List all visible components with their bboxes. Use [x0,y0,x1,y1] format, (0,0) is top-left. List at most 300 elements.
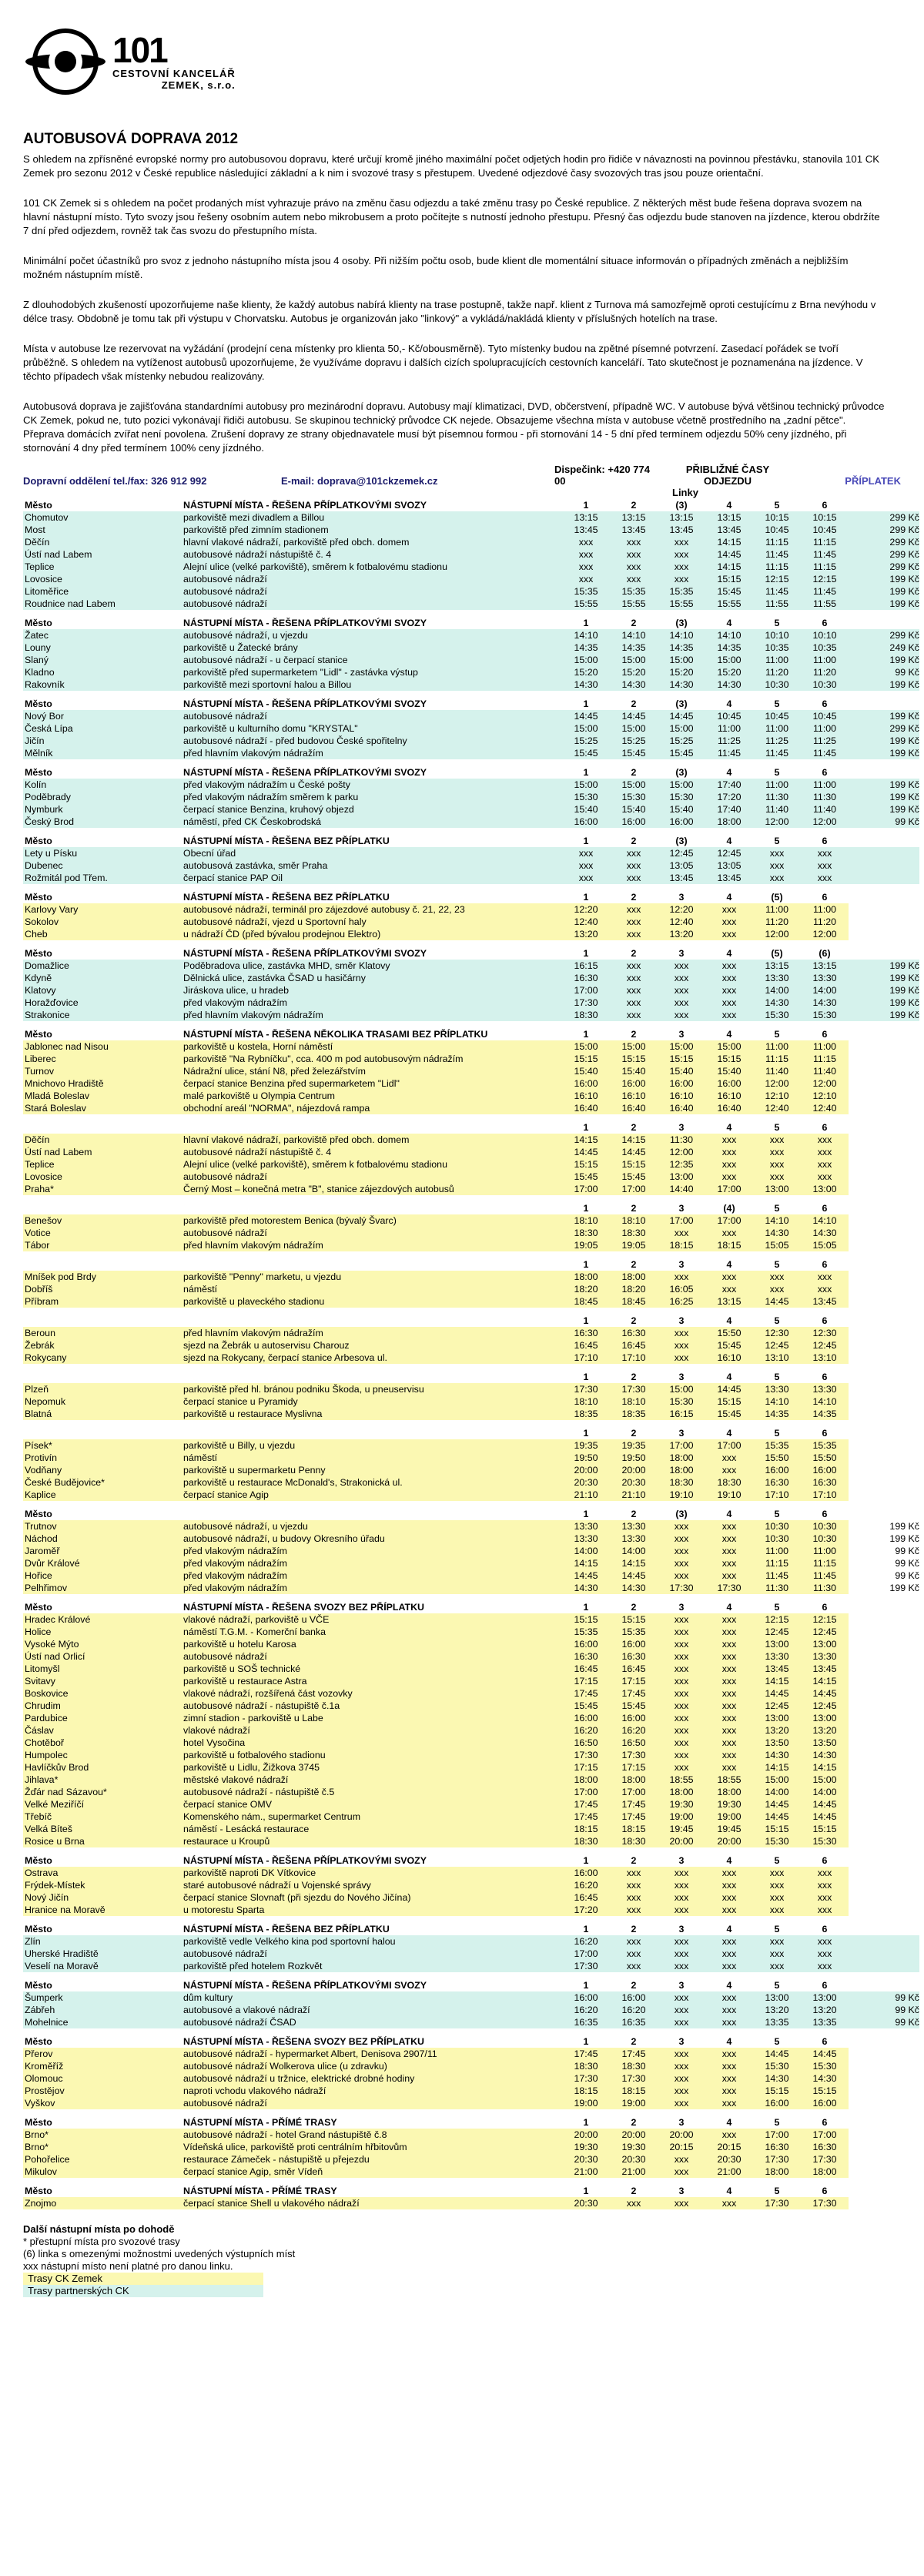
table-row [23,1811,919,1823]
section-header [23,1923,919,1935]
header-cell: 5 [753,1121,801,1134]
time-cell: 13:00 [801,1183,849,1195]
time-cell: xxx [753,847,801,859]
price-cell [849,2085,919,2097]
linky-label: Linky [672,487,698,498]
time-cell: 15:15 [705,1395,753,1408]
time-cell: 13:30 [801,972,849,984]
header-cell [182,1508,562,1520]
time-cell: 19:00 [705,1811,753,1823]
time-cell: 16:30 [610,1650,658,1663]
table-row [23,641,919,654]
time-cell: 16:10 [562,1090,610,1102]
time-cell: 14:10 [705,629,753,641]
table-row [23,1271,919,1283]
city-cell: Vysoké Mýto [23,1638,182,1650]
time-cell: 16:00 [610,1638,658,1650]
time-cell: 14:45 [801,1811,849,1823]
time-cell: 13:50 [801,1737,849,1749]
section-header [23,1508,919,1520]
section-header [23,766,919,779]
time-cell: xxx [705,1171,753,1183]
header-cell: NÁSTUPNÍ MÍSTA - ŘEŠENA PŘÍPLATKOVÝMI SVOZY [182,499,562,511]
price-cell [849,2153,919,2166]
time-cell: xxx [658,2197,705,2209]
time-cell: 14:15 [753,1761,801,1774]
place-cell: autobusové nádraží - hypermarket Albert, Denisova 2907/11 [182,2048,562,2060]
header-cell: 6 [801,891,849,903]
time-cell: 15:15 [801,1823,849,1835]
time-cell: 18:20 [562,1283,610,1295]
price-cell [849,1065,919,1077]
time-cell: 14:15 [801,1761,849,1774]
time-cell: 11:15 [753,1053,801,1065]
price-cell: 199 Kč [849,972,919,984]
time-cell: 20:00 [562,2129,610,2141]
city-cell: Humpolec [23,1749,182,1761]
time-cell: 12:00 [753,928,801,940]
place-cell: parkoviště u Žatecké brány [182,641,562,654]
city-cell: Mnichovo Hradiště [23,1077,182,1090]
time-cell: 19:30 [562,2141,610,2153]
place-cell: parkoviště u hotelu Karosa [182,1638,562,1650]
time-cell: 10:10 [801,629,849,641]
time-cell: 13:00 [801,1638,849,1650]
table-row [23,2072,919,2085]
table-row [23,722,919,735]
time-cell: 12:45 [801,1700,849,1712]
price-cell [849,847,919,859]
table-row [23,1675,919,1687]
time-cell: xxx [753,1867,801,1879]
time-cell: 15:45 [610,1171,658,1183]
place-cell: čerpací stanice Shell u vlakového nádraží [182,2197,562,2209]
header-cell: Město [23,1979,182,1991]
place-cell: parkoviště u supermarketu Penny [182,1464,562,1476]
time-cell: 16:15 [562,960,610,972]
table-row [23,1533,919,1545]
intro-paragraph: Z dlouhodobých zkušeností upozorňujeme naše klienty, že každý autobus nabírá klienty na trase postupně, takže např. klient z Turnova má samozřejmě oproti cestujícímu z Brna nevýhodu v délce trasy. Obdobně je tomu tak při výstupu v Chorvatsku. Autobus je organizován jako "linkový" a vykládá/nakládá klienty v příslušných hotelích na trase. [23,299,876,324]
place-cell: autobusové nádraží, u vjezdu [182,629,562,641]
table-row [23,1626,919,1638]
header-cell [849,1979,919,1991]
header-cell: 1 [562,891,610,903]
time-cell: xxx [658,2004,705,2016]
time-cell: 11:15 [753,1557,801,1569]
time-cell: 14:45 [562,1569,610,1582]
time-cell: xxx [705,1749,753,1761]
city-cell: Žďár nad Sázavou* [23,1786,182,1798]
header-cell: 3 [658,1854,705,1867]
time-cell: 10:15 [753,511,801,524]
time-cell: xxx [705,984,753,997]
header-cell [182,1121,562,1134]
time-cell: 15:00 [562,1040,610,1053]
price-cell [849,1879,919,1891]
price-cell [849,2141,919,2153]
table-row [23,1774,919,1786]
time-cell: 18:30 [705,1476,753,1489]
header-cell: 5 [753,1315,801,1327]
time-cell: xxx [658,2085,705,2097]
section-header [23,1258,919,1271]
time-cell: 14:35 [753,1408,801,1420]
city-cell: Olomouc [23,2072,182,2085]
email-link[interactable]: E-mail: doprava@101ckzemek.cz [281,475,438,487]
time-cell: 16:00 [801,2097,849,2109]
header-cell: 2 [610,1371,658,1383]
city-cell: Lety u Písku [23,847,182,859]
time-cell: 15:05 [753,1239,801,1251]
price-cell: 299 Kč [849,722,919,735]
time-cell: 13:10 [801,1352,849,1364]
time-cell: 13:30 [562,1520,610,1533]
logo-number: 101 [112,30,167,70]
time-cell: 15:45 [705,585,753,598]
place-cell: před hlavním vlakovým nádražím [182,1009,562,1021]
header-cell [849,1601,919,1613]
table-row [23,2048,919,2060]
time-cell: 15:45 [658,747,705,759]
price-cell: 199 Kč [889,1533,919,1544]
section-header [23,2185,919,2197]
time-cell: 18:00 [610,1271,658,1283]
time-cell: 16:40 [705,1102,753,1114]
price-cell: 199 Kč [849,960,919,972]
header-cell: 1 [562,698,610,710]
time-cell: xxx [705,1712,753,1724]
time-cell: xxx [801,1171,849,1183]
header-cell: 6 [801,1202,849,1214]
header-cell: Město [23,698,182,710]
price-cell: 299 Kč [849,524,919,536]
time-cell: 11:15 [801,536,849,548]
time-cell: 15:20 [610,666,658,678]
time-cell: 19:50 [610,1452,658,1464]
time-cell: 11:45 [753,548,801,561]
footer-note-1: * přestupní místa pro svozové trasy [23,2236,180,2247]
time-cell: 14:45 [753,1811,801,1823]
price-cell [849,2060,919,2072]
place-cell: parkoviště vedle Velkého kina pod sportovní halou [182,1935,562,1948]
price-cell: 199 Kč [849,710,919,722]
section-header [23,891,919,903]
time-cell: xxx [658,1724,705,1737]
city-cell: Svitavy [23,1675,182,1687]
time-cell: xxx [658,1935,705,1948]
time-cell: 15:25 [562,735,610,747]
time-cell: 12:00 [801,1077,849,1090]
place-cell: autobusové nádraží - hotel Grand nástupiště č.8 [182,2129,562,2141]
time-cell: xxx [705,2097,753,2109]
time-cell: 11:00 [753,779,801,791]
time-cell: 11:45 [801,747,849,759]
header-cell [849,2035,919,2048]
place-cell: parkoviště u kulturního domu "KRYSTAL" [182,722,562,735]
time-cell: 12:00 [658,1146,705,1158]
city-cell: Ústí nad Labem [23,1146,182,1158]
price-cell [849,1408,919,1420]
time-cell: 16:20 [562,1935,610,1948]
place-cell: obchodní areál "NORMA", nájezdová rampa [182,1102,562,1114]
city-cell: Český Brod [23,816,182,828]
time-cell: xxx [610,872,658,884]
time-cell: 16:45 [610,1339,658,1352]
header-cell: 5 [753,1028,801,1040]
time-cell: 18:10 [562,1214,610,1227]
header-cell: 6 [801,1979,849,1991]
time-cell: 11:55 [753,598,801,610]
header-cell: 4 [705,617,753,629]
time-cell: 11:15 [801,561,849,573]
header-cell [23,1121,182,1134]
time-cell: xxx [705,2197,753,2209]
time-cell: xxx [705,1948,753,1960]
time-cell: xxx [658,1638,705,1650]
time-cell: 15:00 [658,779,705,791]
time-cell: 14:30 [801,1749,849,1761]
time-cell: 17:00 [610,1786,658,1798]
city-cell: Boskovice [23,1687,182,1700]
city-cell: Dubenec [23,859,182,872]
time-cell: 17:00 [562,984,610,997]
time-cell: 17:00 [801,2129,849,2141]
price-cell [849,1214,919,1227]
header-cell [849,1315,919,1327]
time-cell: 15:00 [658,654,705,666]
price-cell [849,1786,919,1798]
header-cell: 5 [753,2116,801,2129]
price-cell [849,903,919,916]
header-cell: 2 [610,617,658,629]
time-cell: 17:45 [562,2048,610,2060]
price-cell: 99 Kč [895,1546,919,1556]
place-cell: parkoviště mezi sportovní halou a Billou [182,678,562,691]
time-cell: 16:30 [801,1476,849,1489]
time-cell: 15:45 [705,1408,753,1420]
time-cell: 18:30 [562,1227,610,1239]
place-cell: parkoviště u restaurace Astra [182,1675,562,1687]
place-cell: autobusové nádraží [182,1650,562,1663]
header-cell: (3) [658,1508,705,1520]
price-cell [849,1183,919,1195]
price-cell: 299 Kč [849,511,919,524]
time-cell: xxx [705,1991,753,2004]
price-cell [849,1811,919,1823]
time-cell: 14:35 [610,641,658,654]
price-cell: 199 Kč [849,1009,919,1021]
place-cell: hotel Vysočina [182,1737,562,1749]
place-cell: vlakové nádraží, parkoviště u VČE [182,1613,562,1626]
header-cell [849,2116,919,2129]
header-cell: 2 [610,1508,658,1520]
city-cell: Most [23,524,182,536]
time-cell: 15:40 [562,1065,610,1077]
time-cell: 11:00 [801,779,849,791]
time-cell: 10:30 [801,1520,849,1533]
table-row [23,2141,919,2153]
time-cell: 14:15 [801,1675,849,1687]
time-cell: 17:45 [562,1811,610,1823]
time-cell: 13:00 [753,1183,801,1195]
time-cell: 18:15 [705,1239,753,1251]
header-cell [849,766,919,779]
time-cell: xxx [658,1569,705,1582]
time-cell: 14:15 [562,1134,610,1146]
city-cell: Žebrák [23,1339,182,1352]
price-cell: 199 Kč [849,984,919,997]
time-cell: 13:30 [610,1533,658,1545]
time-cell: 18:00 [610,1774,658,1786]
time-cell: xxx [801,1948,849,1960]
time-cell: 19:05 [610,1239,658,1251]
time-cell: 19:35 [610,1439,658,1452]
time-cell: xxx [658,1991,705,2004]
time-cell: 13:45 [753,1663,801,1675]
header-cell: 2 [610,1979,658,1991]
time-cell: 12:45 [658,847,705,859]
city-cell: Teplice [23,1158,182,1171]
time-cell: 10:30 [801,678,849,691]
time-cell: 17:45 [610,2048,658,2060]
place-cell: autobusové nádraží [182,710,562,722]
city-cell: Horažďovice [23,997,182,1009]
time-cell: 18:30 [610,1227,658,1239]
time-cell: 12:45 [801,1626,849,1638]
price-cell [849,1134,919,1146]
table-row [23,1158,919,1171]
time-cell: 14:10 [658,629,705,641]
time-cell: xxx [610,997,658,1009]
time-cell: 13:15 [705,1295,753,1308]
price-cell: 199 Kč [849,791,919,803]
time-cell: 18:10 [562,1395,610,1408]
time-cell: xxx [705,1283,753,1295]
section-header [23,1854,919,1867]
section-header [23,617,919,629]
place-cell: parkoviště u plaveckého stadionu [182,1295,562,1308]
time-cell: xxx [705,1700,753,1712]
table-row [23,1891,919,1904]
price-cell [849,1040,919,1053]
header-cell: 4 [705,1315,753,1327]
time-cell: 15:35 [753,1439,801,1452]
price-cell: 199 Kč [889,1583,919,1593]
time-cell: 15:35 [801,1439,849,1452]
table-row [23,629,919,641]
time-cell: xxx [753,1891,801,1904]
time-cell: 13:45 [801,1663,849,1675]
table-row [23,1452,919,1464]
table-row [23,2060,919,2072]
table-row [23,1935,919,1948]
place-cell: čerpací stanice PAP Oil [182,872,562,884]
footer [23,2223,901,2297]
time-cell: 17:00 [610,1183,658,1195]
city-cell: Šumperk [23,1991,182,2004]
table-row [23,903,919,916]
section-header [23,1121,919,1134]
table-row [23,2097,919,2109]
header-cell: 4 [705,1979,753,1991]
time-cell: xxx [658,972,705,984]
place-cell: autobusové a vlakové nádraží [182,2004,562,2016]
time-cell: xxx [658,548,705,561]
header-cell: 5 [753,617,801,629]
time-cell: xxx [801,1960,849,1972]
intro-paragraph: Autobusová doprava je zajišťována standardními autobusy pro mezinárodní dopravu. Autobusy mají klimatizaci, DVD, občerstvení, případně WC. V autobuse bývá většinou technický průvodce CK Zemek, pokud ne, tuto pozici vykonávají řidiči autobusu. Se skupinou technický průvodce CK nejede. Obsazujeme všechna místa v autobuse včetně prostředního na „zadní pětce". Přeprava domácích zvířat není povolena. Zrušení dopravy ze strany objednavatele musí být písemnou formou - při stornování 14 - 5 dní před termínem odjezdu 50% ceny jízdného, při stornování 4 dny před termínem 100% ceny jízdného. [23,400,885,454]
place-cell: autobusové nádraží, u vjezdu [182,1520,562,1533]
header-cell [849,1028,919,1040]
price-cell [849,2129,919,2141]
time-cell: xxx [562,536,610,548]
header-cell: 6 [801,766,849,779]
place-cell: před vlakovým nádražím směrem k parku [182,791,562,803]
place-cell: staré autobusové nádraží u Vojenské správy [182,1879,562,1891]
time-cell: 16:40 [658,1102,705,1114]
time-cell: 17:15 [610,1675,658,1687]
table-row [23,1065,919,1077]
city-cell: Havlíčkův Brod [23,1761,182,1774]
header-cell: 6 [801,698,849,710]
table-row [23,1102,919,1114]
header-cell: 6 [801,1371,849,1383]
time-cell: 13:35 [801,2016,849,2028]
time-cell: xxx [610,561,658,573]
time-cell: 16:20 [610,2004,658,2016]
time-cell: 15:40 [610,1065,658,1077]
city-cell: Brno* [23,2141,182,2153]
time-cell: xxx [562,872,610,884]
time-cell: 14:45 [610,710,658,722]
time-cell: 15:15 [705,573,753,585]
place-cell: u motorestu Sparta [182,1904,562,1916]
price-cell [849,1749,919,1761]
time-cell: 15:45 [562,747,610,759]
time-cell: 14:45 [801,1798,849,1811]
time-cell: xxx [610,1960,658,1972]
time-cell: 16:30 [801,2141,849,2153]
time-cell: 13:20 [753,1724,801,1737]
time-cell: 15:00 [562,722,610,735]
time-cell: 11:00 [801,654,849,666]
table-row [23,747,919,759]
time-cell: 12:40 [801,1102,849,1114]
time-cell: 13:15 [658,511,705,524]
time-cell: 15:30 [801,1009,849,1021]
price-cell [849,859,919,872]
place-cell: autobusové nádraží [182,573,562,585]
city-cell: Děčín [23,1134,182,1146]
header-cell: 1 [562,2116,610,2129]
time-cell: 15:50 [801,1452,849,1464]
time-cell: xxx [705,1557,753,1569]
city-cell: Holice [23,1626,182,1638]
city-cell: Lovosice [23,1171,182,1183]
price-cell [849,1452,919,1464]
table-row [23,1613,919,1626]
time-cell: 13:45 [801,1295,849,1308]
logo-line-1: CESTOVNÍ KANCELÁŘ [112,68,236,79]
time-cell: xxx [562,548,610,561]
table-row [23,1227,919,1239]
city-cell: Chrudim [23,1700,182,1712]
city-cell: Prostějov [23,2085,182,2097]
header-cell: 1 [562,1923,610,1935]
time-cell: 13:00 [801,1991,849,2004]
price-cell [849,1712,919,1724]
header-cell: 1 [562,835,610,847]
